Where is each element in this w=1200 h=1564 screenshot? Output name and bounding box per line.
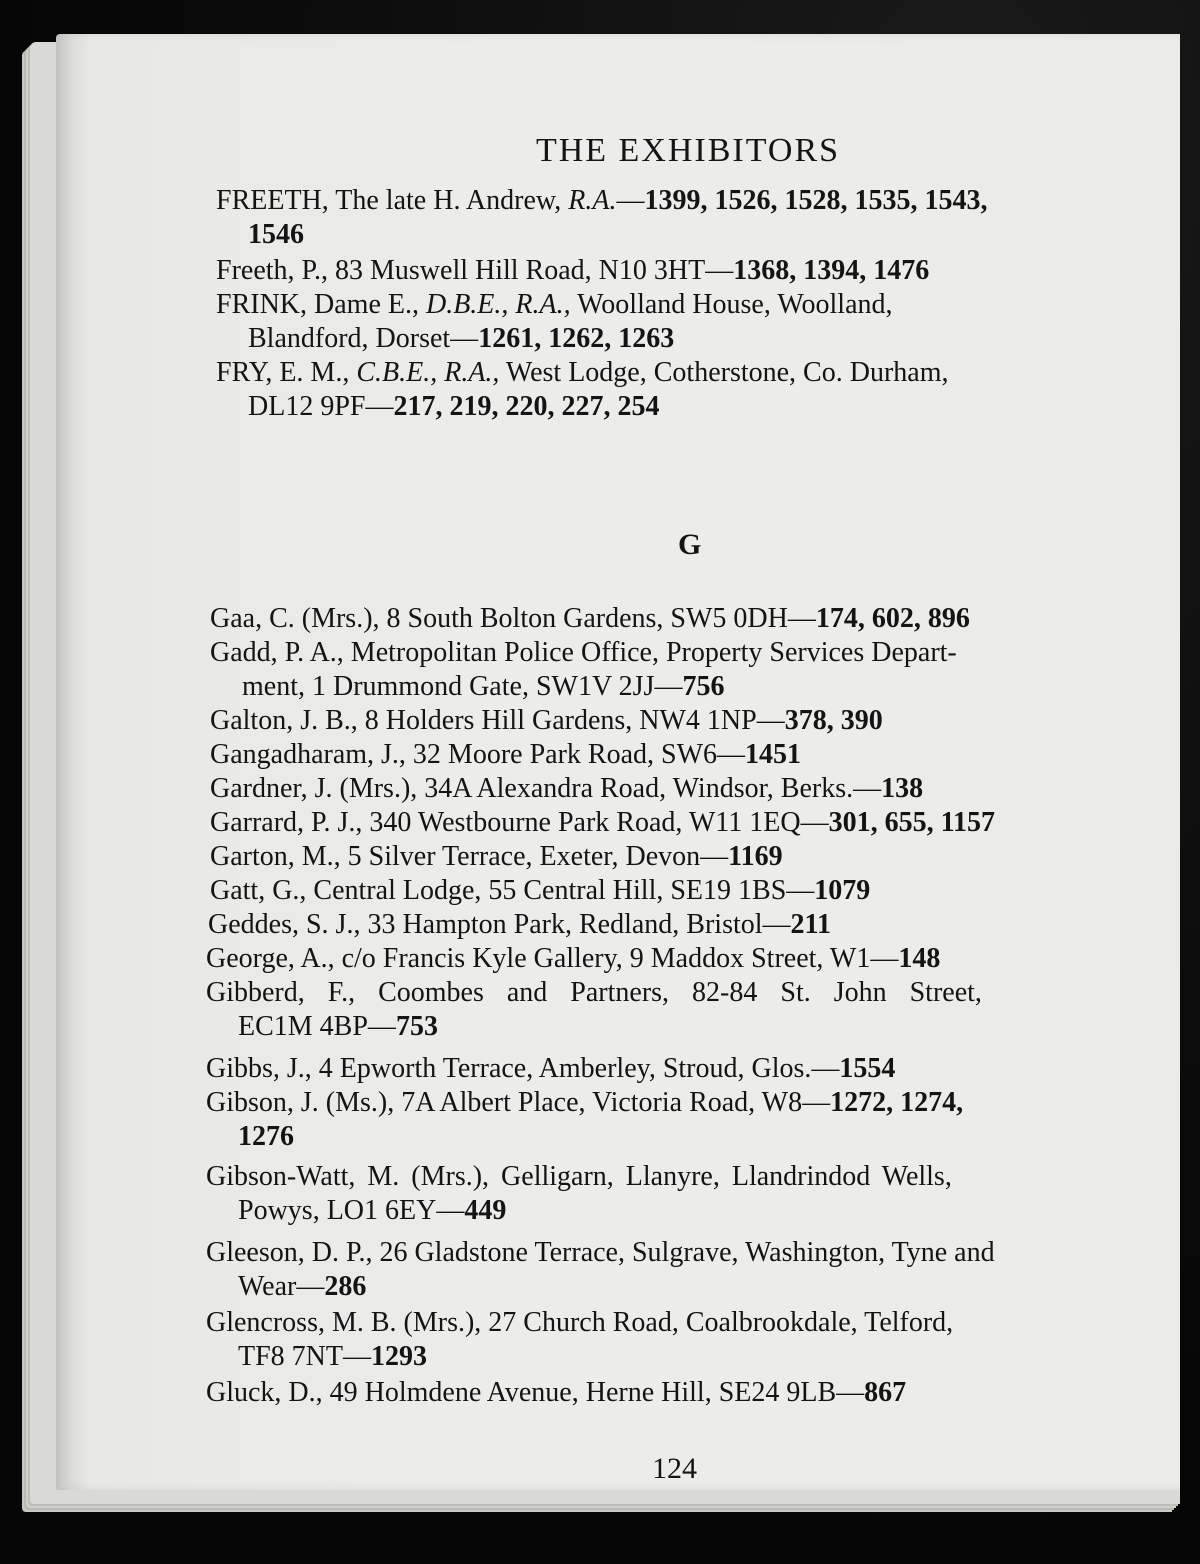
entry-gibberd: Gibberd, F., Coombes and Partners, 82-84 St. John Street, EC1M 4BP—753 [206,977,982,1042]
exhibit-numbers: 211 [790,909,831,940]
entry-garton: Garton, M., 5 Silver Terrace, Exeter, Devon—1169 [210,841,783,872]
exhibit-numbers: 1272, 1274, [830,1087,964,1118]
entry-gibson-watt: Gibson-Watt, M. (Mrs.), Gelligarn, Llanyre, Llandrindod Wells, Powys, LO1 6EY—449 [206,1161,952,1226]
exhibit-numbers: 286 [324,1271,367,1302]
entry-geddes: Geddes, S. J., 33 Hampton Park, Redland, Bristol—211 [208,909,831,940]
entry-gaa: Gaa, C. (Mrs.), 8 South Bolton Gardens, SW5 0DH—174, 602, 896 [210,603,970,634]
section-letter: G [678,528,702,561]
exhibit-numbers: 1368, 1394, 1476 [733,255,930,286]
exhibit-numbers: 301, 655, 1157 [828,807,996,838]
entry-gangadharam: Gangadharam, J., 32 Moore Park Road, SW6—1451 [210,739,802,770]
entry-honours: C.B.E., R.A., [356,357,500,388]
entry-frink: FRINK, Dame E., D.B.E., R.A., Woolland House, Woolland, Blandford, Dorset—1261, 1262, 1263 [216,289,893,354]
exhibit-numbers: 174, 602, 896 [815,603,970,634]
exhibit-numbers: 1554 [839,1053,896,1084]
running-head: THE EXHIBITORS [535,132,841,169]
exhibit-numbers: 1451 [745,739,802,770]
page-number: 124 [652,1452,697,1485]
entry-gleeson: Gleeson, D. P., 26 Gladstone Terrace, Sulgrave, Washington, Tyne and Wear—286 [206,1237,995,1302]
exhibit-numbers: 756 [682,671,725,702]
exhibit-numbers: 148 [898,943,941,974]
entry-garrard: Garrard, P. J., 340 Westbourne Park Road, W11 1EQ—301, 655, 1157 [210,807,996,838]
entry-gluck: Gluck, D., 49 Holmdene Avenue, Herne Hill, SE24 9LB—867 [206,1377,907,1408]
exhibit-numbers: 1169 [728,841,783,872]
exhibit-numbers-continued: 1546 [248,219,304,250]
entry-freeth-h-andrew: FREETH, The late H. Andrew, R.A.—1399, 1526, 1528, 1535, 1543, 1546 [216,184,1176,252]
exhibit-numbers: 1399, 1526, 1528, 1535, 1543, [644,185,988,216]
book-page [56,34,1180,1490]
entry-gatt: Gatt, G., Central Lodge, 55 Central Hill, SE19 1BS—1079 [210,875,871,906]
exhibit-numbers: 138 [881,773,924,804]
entry-gibson-j: Gibson, J. (Ms.), 7A Albert Place, Victoria Road, W8—1272, 1274, 1276 [206,1087,964,1152]
exhibit-numbers: 378, 390 [784,705,883,736]
entry-george: George, A., c/o Francis Kyle Gallery, 9 Maddox Street, W1—148 [206,943,941,974]
exhibit-numbers: 867 [864,1377,907,1408]
entry-gardner: Gardner, J. (Mrs.), 34A Alexandra Road, Windsor, Berks.—138 [210,773,924,804]
entry-galton: Galton, J. B., 8 Holders Hill Gardens, NW4 1NP—378, 390 [210,705,883,736]
entry-honours: R.A. [568,185,617,216]
entry-fry: FRY, E. M., C.B.E., R.A., West Lodge, Cotherstone, Co. Durham, DL12 9PF—217, 219, 220, 227, 254 [216,357,949,422]
exhibit-numbers: 1079 [814,875,871,906]
exhibit-numbers: 217, 219, 220, 227, 254 [393,391,660,422]
exhibit-numbers-continued: 1276 [238,1121,294,1152]
entry-gadd: Gadd, P. A., Metropolitan Police Office, Property Services Depart- ment, 1 Drummond Gate, SW1V 2JJ—756 [210,637,957,702]
exhibit-numbers: 753 [395,1011,438,1042]
entry-gibbs: Gibbs, J., 4 Epworth Terrace, Amberley, Stroud, Glos.—1554 [206,1053,896,1084]
exhibit-numbers: 1293 [371,1341,427,1372]
exhibit-numbers: 449 [464,1195,507,1226]
entry-freeth-p: Freeth, P., 83 Muswell Hill Road, N10 3HT—1368, 1394, 1476 [216,255,930,286]
entry-honours: D.B.E., R.A., [425,289,571,320]
entry-glencross: Glencross, M. B. (Mrs.), 27 Church Road, Coalbrookdale, Telford, TF8 7NT—1293 [206,1307,954,1372]
exhibit-numbers: 1261, 1262, 1263 [478,323,675,354]
